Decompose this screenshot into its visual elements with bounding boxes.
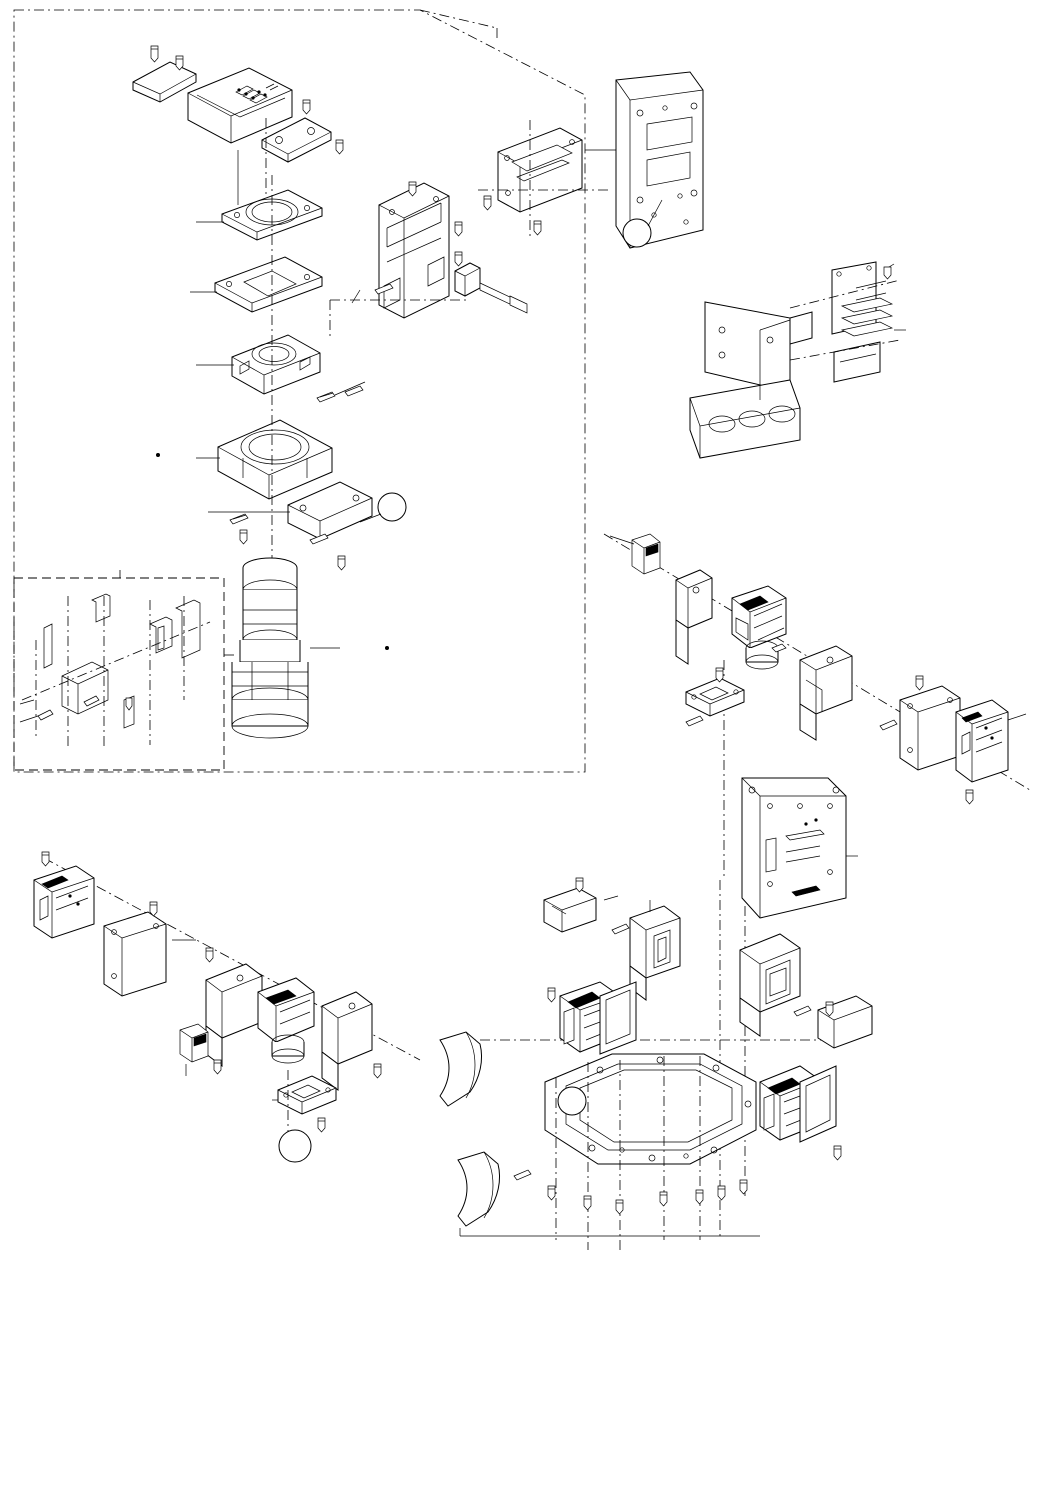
bottom-left-drive-assembly [34,852,420,1162]
link-bar-module [208,482,406,570]
right-bracket-assembly [690,262,906,458]
lower-left-detail-inset [14,570,238,770]
window-plate-module [478,120,612,240]
bracket-frame-assembly [330,182,527,340]
bottom-center-octagonal-chassis [440,778,872,1250]
right-tall-panel [585,72,703,248]
lens-barrel-assembly [232,558,389,738]
control-box-module [133,46,343,205]
